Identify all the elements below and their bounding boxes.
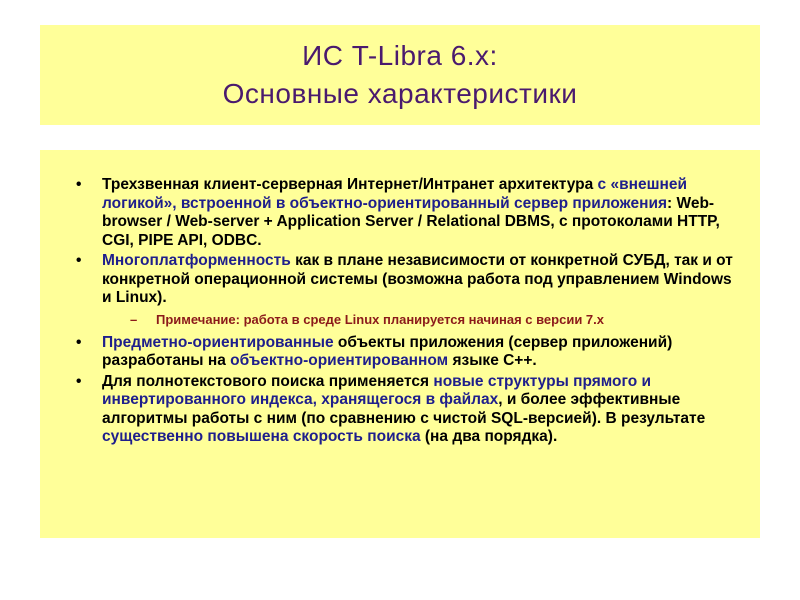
slide-content (40, 150, 760, 538)
bullet-highlight: новые структуры прямого и инвертированного индекса, хранящегося в файлах (102, 372, 652, 408)
bullet-list (76, 176, 740, 447)
bullet-text: как в плане независимости от конкретной СУБД, так и от конкретной операционной системы (возможна работа под управлением Windows и Linux). (102, 252, 733, 306)
bullet-fulltext-search (76, 373, 740, 447)
title-line-2: Основные характеристики (222, 78, 578, 109)
bullet-text: , и более эффективные алгоритмы работы с ним (по сравнению с чистой SQL-версией). В результате (102, 391, 706, 427)
sub-bullet-note: – Примечание: работа в среде Linux планируется начиная с версии 7.x (76, 312, 740, 328)
title-line-1: ИС T-Libra 6.x: (302, 40, 498, 71)
bullet-text: языке С++. (448, 352, 537, 369)
bullet-architecture (76, 176, 740, 250)
bullet-text: : Web-browser / Web-server + Application Server / Relational DBMS, с протоколами HTTP, CGI, PIPE API, ODBC. (102, 194, 720, 249)
bullet-subject-oriented (76, 334, 740, 371)
bullet-highlight: Предметно-ориентированные (102, 333, 334, 351)
bullet-text: Для полнотекстового поиска применяется (102, 372, 434, 390)
slide-title (40, 25, 760, 125)
bullet-text: (на два порядка). (420, 428, 558, 445)
bullet-text: Трехзвенная клиент-серверная Интернет/Интранет архитектура (102, 176, 598, 193)
bullet-text: объекты приложения (сервер приложений) разработаны на (102, 333, 673, 369)
bullet-highlight: объектно-ориентированном (230, 352, 449, 369)
bullet-highlight: с «внешней логикой», встроенной в объектно-ориентированный сервер приложения (102, 176, 688, 212)
bullet-highlight: существенно повышена скорость поиска (102, 428, 421, 445)
bullet-highlight: Многоплатформенность (102, 252, 291, 269)
bullet-multiplatform (76, 252, 740, 308)
